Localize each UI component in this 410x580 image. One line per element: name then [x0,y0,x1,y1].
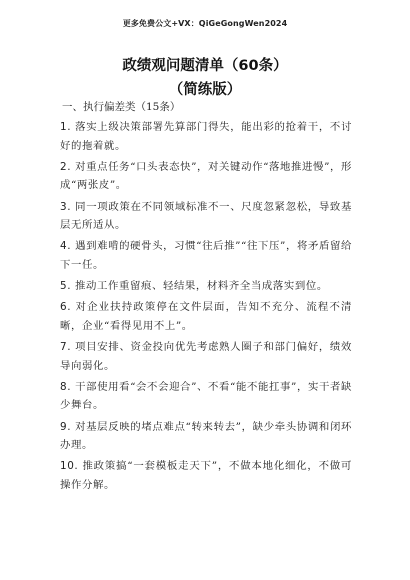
list-item [60,277,352,296]
item-number: 8. [60,380,72,393]
item-text: 对企业扶持政策停在文件层面，告知不充分、流程不清晰，企业“看得见用不上”。 [60,301,352,332]
item-number: 6. [60,301,72,314]
item-number: 7. [60,341,72,354]
item-text: 落实上级决策部署先算部门得失，能出彩的抢着干，不讨好的拖着就。 [60,121,353,152]
list-item [60,338,352,375]
list-item [60,118,352,155]
document-subtitle: （简练版） [168,82,242,98]
list-item [60,378,352,415]
list-item [60,418,352,455]
issue-list [60,118,352,497]
item-text: 干部使用看“会不会迎合”、不看“能不能扛事”，实干者缺少舞台。 [60,380,353,412]
item-text: 项目安排、资金投向优先考虑熟人圈子和部门偏好，绩效导向弱化。 [60,341,353,372]
list-item [60,237,352,274]
item-text: 推动工作重留痕、轻结果，材料齐全当成落实到位。 [75,280,328,293]
item-text: 对重点任务“口头表态快”，对关键动作“落地推进慢”，形成“两张皮”。 [60,160,353,192]
item-text: 对基层反映的堵点难点“转来转去”，缺少牵头协调和闭环办理。 [60,420,352,452]
item-number: 1. [60,121,72,133]
section-heading: 一、执行偏差类（15条） [62,101,181,113]
list-item [60,158,352,195]
list-item [60,198,352,235]
item-text: 推政策搞“一套模板走天下”，不做本地化细化，不做可操作分解。 [60,460,352,492]
item-number: 2. [60,160,72,173]
document-title: 政绩观问题清单（60条） [122,58,288,74]
header-note: 更多免费公文+VX：QiGeGongWen2024 [122,19,288,28]
item-number: 4. [60,240,72,253]
item-number: 10. [60,460,79,473]
item-number: 3. [60,200,72,213]
list-item [60,298,352,335]
item-number: 9. [60,420,72,433]
list-item [60,457,352,494]
item-number: 5. [60,280,72,293]
item-text: 遇到难啃的硬骨头，习惯“往后推”“往下压”，将矛盾留给下一任。 [60,240,353,271]
item-text: 同一项政策在不同领域标准不一、尺度忽紧忽松，导致基层无所适从。 [60,200,353,232]
